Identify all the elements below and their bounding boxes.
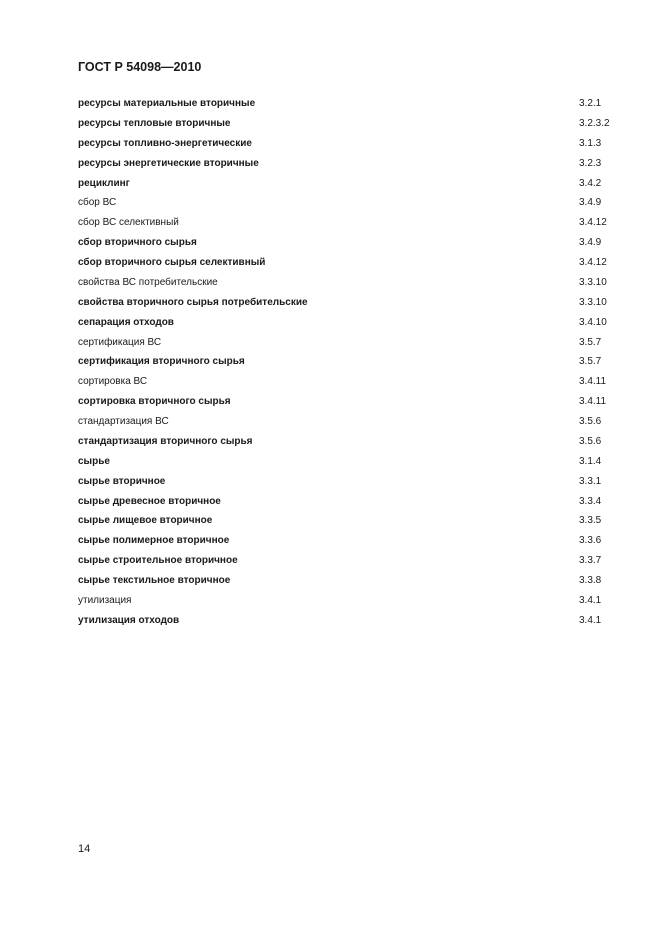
index-reference: 3.5.7	[579, 356, 602, 368]
index-entry	[78, 276, 618, 296]
index-term: свойства ВС потребительские	[78, 276, 218, 288]
index-reference: 3.4.1	[579, 594, 602, 606]
index-reference: 3.5.6	[579, 435, 602, 447]
index-entry	[78, 256, 618, 276]
index-entry	[78, 296, 618, 316]
index-reference: 3.3.4	[579, 495, 602, 507]
index-reference: 3.3.6	[579, 535, 602, 547]
index-term: ресурсы энергетические вторичные	[78, 157, 259, 169]
index-reference: 3.3.5	[579, 515, 602, 527]
index-entry	[78, 574, 618, 594]
index-entry	[78, 157, 618, 177]
index-reference: 3.3.10	[579, 296, 607, 308]
index-term: рециклинг	[78, 177, 130, 189]
index-term: сбор ВС селективный	[78, 217, 179, 229]
index-term: утилизация отходов	[78, 614, 180, 626]
term-index-list	[78, 97, 618, 634]
index-term: утилизация	[78, 594, 132, 606]
index-term: стандартизация вторичного сырья	[78, 435, 253, 447]
index-reference: 3.4.12	[579, 217, 607, 229]
index-reference: 3.2.1	[579, 98, 602, 109]
index-term: сырье текстильное вторичное	[78, 575, 231, 586]
index-entry	[78, 316, 618, 336]
index-entry	[78, 355, 618, 375]
index-entry	[78, 435, 618, 455]
index-reference: 3.4.1	[579, 614, 602, 626]
index-term: сырье лищевое вторичное	[78, 515, 213, 527]
index-reference: 3.4.11	[579, 376, 607, 388]
index-reference: 3.2.3	[579, 157, 602, 169]
index-entry	[78, 236, 618, 256]
index-entry	[78, 495, 618, 515]
index-reference: 3.1.3	[579, 137, 602, 149]
index-entry	[78, 534, 618, 554]
index-reference: 3.4.10	[579, 316, 607, 328]
index-term: ресурсы топливно-энергетические	[78, 137, 252, 149]
index-entry	[78, 415, 618, 435]
index-term: сбор вторичного сырья селективный	[78, 257, 266, 268]
index-term: сепарация отходов	[78, 316, 174, 328]
index-entry	[78, 117, 618, 137]
index-reference: 3.3.1	[579, 475, 602, 487]
index-reference: 3.3.10	[579, 276, 607, 288]
index-reference: 3.4.11	[579, 396, 607, 408]
index-term: ресурсы материальные вторичные	[78, 98, 256, 109]
index-entry	[78, 196, 618, 216]
index-term: сортировка вторичного сырья	[78, 396, 231, 408]
index-reference: 3.4.9	[579, 237, 602, 249]
index-term: сбор ВС	[78, 197, 117, 209]
index-entry	[78, 336, 618, 356]
index-entry	[78, 97, 618, 117]
index-reference: 3.4.9	[579, 197, 602, 209]
index-entry	[78, 137, 618, 157]
index-term: сырье вторичное	[78, 475, 166, 487]
index-reference: 3.3.8	[579, 575, 602, 586]
index-term: сырье древесное вторичное	[78, 495, 221, 507]
index-term: сертификация вторичного сырья	[78, 356, 245, 368]
index-reference: 3.5.6	[579, 416, 602, 427]
index-reference: 3.1.4	[579, 455, 602, 467]
index-entry	[78, 455, 618, 475]
index-term: сырье	[78, 455, 110, 467]
index-term: сырье полимерное вторичное	[78, 535, 230, 547]
index-reference: 3.3.7	[579, 555, 602, 567]
index-term: стандартизация ВС	[78, 416, 169, 427]
index-term: сертификация ВС	[78, 336, 162, 348]
index-entry	[78, 216, 618, 236]
page-number: 14	[78, 843, 91, 855]
document-header: ГОСТ Р 54098—2010	[78, 60, 202, 74]
index-entry	[78, 554, 618, 574]
index-term: свойства вторичного сырья потребительские	[78, 296, 308, 308]
index-entry	[78, 594, 618, 614]
index-entry	[78, 395, 618, 415]
index-reference: 3.2.3.2	[579, 117, 610, 129]
index-reference: 3.4.2	[579, 177, 602, 189]
index-entry	[78, 614, 618, 634]
index-term: ресурсы тепловые вторичные	[78, 117, 231, 129]
index-term: сбор вторичного сырья	[78, 237, 197, 249]
index-term: сырье строительное вторичное	[78, 555, 238, 567]
index-entry	[78, 375, 618, 395]
index-reference: 3.4.12	[579, 257, 607, 268]
index-reference: 3.5.7	[579, 336, 602, 348]
index-entry	[78, 514, 618, 534]
index-entry	[78, 177, 618, 197]
index-entry	[78, 475, 618, 495]
index-term: сортировка ВС	[78, 376, 148, 388]
